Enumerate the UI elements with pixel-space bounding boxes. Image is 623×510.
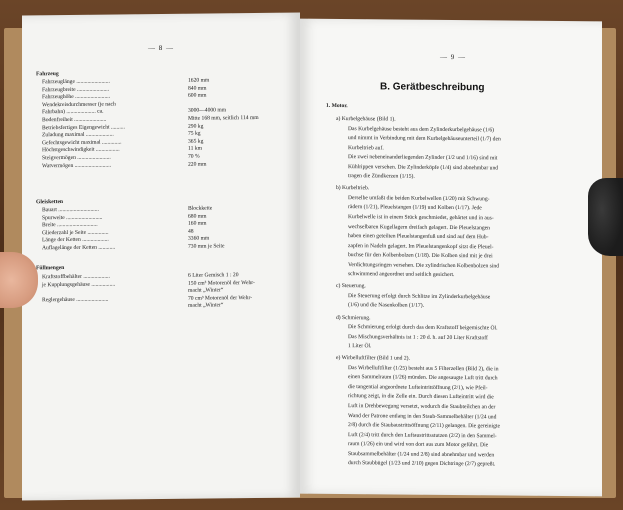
spec-value: 365 kg xyxy=(188,138,204,145)
subsection-heading: a) Kurbelgehäuse (Bild 1). xyxy=(336,115,396,123)
subsection-heading: b) Kurbeltrieb. xyxy=(336,185,370,192)
body-line: und nimmt in Verbindung mit dem Kurbelgehäuseunterteil (1/7) den xyxy=(348,135,501,143)
body-line: Kurbeltrieb auf. xyxy=(348,144,384,152)
spec-value: 220 mm xyxy=(188,161,207,168)
right-page xyxy=(300,19,602,497)
spec-value: 3000—4000 mm xyxy=(188,107,227,115)
subsection-heading: c) Steuerung. xyxy=(336,283,366,290)
body-line: Derselbe umfaßt die beiden Kurbelwellen (1/20) mit Schwung- xyxy=(348,194,490,203)
section-title: B. Gerätbeschreibung xyxy=(380,81,485,94)
spec-value: 11 km xyxy=(188,145,202,153)
left-page xyxy=(22,13,300,501)
spec-value: 70 cm³ Motorenöl der Wehr- xyxy=(188,294,253,302)
spec-value: 150 cm³ Motorenöl der Wehr- xyxy=(188,279,255,287)
body-line: Luft in Drehbewegung versetzt, wodurch die Staubteilchen an der xyxy=(348,403,496,411)
spec-value: 840 mm xyxy=(188,85,207,92)
body-line: schwimmend angeordnet und seitlich gesichert. xyxy=(348,271,455,279)
body-line: 1 Liter Öl. xyxy=(348,343,372,350)
spec-label: Reglergehäuse ....................... xyxy=(42,296,109,304)
body-line: Das Kurbelgehäuse besteht aus dem Zylinderkurbelgehäuse (1/6) xyxy=(348,125,495,133)
spec-value: 730 mm je Seite xyxy=(188,243,225,250)
glove xyxy=(588,178,623,256)
spec-value: 6 Liter Gemisch 1 : 20 xyxy=(188,272,239,279)
body-line: wechselbaren Kugellagern dreifach gelagert. Die Pleuelstangen xyxy=(348,223,490,231)
spec-label: Betriebsfertiges Eigengewicht .......... xyxy=(42,123,125,131)
spec-value: 3360 mm xyxy=(188,235,210,243)
body-line: (1/6) und die Nasenkolben (1/17). xyxy=(348,302,424,310)
fahrzeug-heading: Fahrzeug xyxy=(36,71,59,78)
spec-value: 600 mm xyxy=(188,92,207,99)
spec-label: je Kupplungsgehäuse ................. xyxy=(42,281,116,288)
spec-label: Auflagelänge der Ketten ............ xyxy=(42,244,116,252)
subsection-heading: e) Wirbelluftfilter (Bild 1 und 2). xyxy=(336,355,410,362)
spec-label: Bauart ............................. xyxy=(42,206,99,214)
spec-label: Fahrbahn) ..................... ca. xyxy=(42,108,104,116)
body-line: Das Mischungsverhältnis ist 1 : 20 d. h. auf 20 Liter Kraftstoff xyxy=(348,333,488,341)
spec-value: macht „Winter“ xyxy=(188,302,224,310)
body-line: raum (1/26) ein und wird von dort aus zum Motor geführt. Die xyxy=(348,441,489,449)
spec-value: 48 xyxy=(188,228,194,235)
right-page-number: — 9 — xyxy=(440,52,466,62)
body-line: richtung zeigt, in die Zelle ein. Durch diesen Lufteintritt wird die xyxy=(348,393,494,401)
spec-label: Höchstgeschwindigkeit ................. xyxy=(42,146,120,154)
body-line: Die zwei nebeneinanderliegenden Zylinder (1/2 und 1/16) sind mit xyxy=(348,154,498,162)
spec-label: Spurweite .......................... xyxy=(42,214,103,221)
subsection-heading: d) Schmierung. xyxy=(336,314,371,321)
spec-label: Gliederzahl je Seite ............... xyxy=(42,229,109,237)
body-line: die tangential angeordnete Lufteintrittöffnung (2/1), wie Pfeil- xyxy=(348,383,488,392)
body-line: tragen die Zündkerzen (1/15). xyxy=(348,173,415,180)
spec-value: 70 % xyxy=(188,153,200,160)
body-line: 2/8) durch die Staubaustrittsöffnung (2/11) gelangen. Die gereinigte xyxy=(348,422,500,430)
body-line: rädern (1/21), Pleuelstangen (1/19) und Kolben (1/17). Jede xyxy=(348,204,482,212)
body-line: Verdichtungsringen versehen. Die zylindrischen Kolbenbolzen sind xyxy=(348,261,499,270)
body-line: Kurbelwelle ist in einem Stück geschmiedet, gehärtet und in aus- xyxy=(348,214,494,222)
spec-value: 680 mm xyxy=(188,213,207,220)
spec-value: 1620 mm xyxy=(188,77,210,84)
spec-label: Länge der Ketten ................... xyxy=(42,236,109,244)
spec-value: Blockkette xyxy=(188,205,213,212)
gleisketten-heading: Gleisketten xyxy=(36,199,64,206)
spec-value: 290 kg xyxy=(188,123,204,130)
spec-value: 160 mm xyxy=(188,220,207,227)
spec-label: Kraftstoffbehälter ................... xyxy=(42,273,110,281)
spec-label: Wendekreisdurchmesser (je nach xyxy=(42,101,116,109)
spec-label: Breite ............................. xyxy=(42,221,98,229)
spec-label: Steigvermögen ........................ xyxy=(42,154,111,162)
spec-label: Watvermögen .......................... xyxy=(42,162,111,169)
body-line: Wand der Patrone entlang in den Staub-Sammelbehälter (1/24 und xyxy=(348,412,497,420)
motor-heading: 1. Motor. xyxy=(326,102,348,110)
body-line: Die Steuerung erfolgt durch Schlitze im Zylinderkurbelgehäuse xyxy=(348,292,491,301)
spec-label: Fahrzeugbreite ....................... xyxy=(42,86,110,93)
body-line: Staubsammelbehälter (1/24 und 2/8) sind abnehmbar und werden xyxy=(348,450,495,459)
spec-value: macht „Winter“ xyxy=(188,287,224,294)
spec-value: 75 kg xyxy=(188,130,201,137)
left-page-number: — 8 — xyxy=(148,43,174,53)
spec-label: Gefechtsgewicht maximal .............. xyxy=(42,139,122,147)
body-line: Das Wirbelluftfilter (1/25) besteht aus 5 Filterzellen (Bild 2), die in xyxy=(348,364,499,373)
body-line: Luft (2/4) tritt durch den Luftaustrittsstutzen (2/2) in den Sammel- xyxy=(348,431,497,439)
spec-label: Fahrzeughöhe ......................... xyxy=(42,93,111,101)
spec-label: Fahrzeuglänge ........................ xyxy=(42,78,110,86)
body-line: haben einen geteilten Pleuelstangenfuß und sind auf dem Hub- xyxy=(348,233,489,241)
fuellmengen-heading: Füllmengen xyxy=(36,265,65,272)
spec-label: Bodenfreiheit ....................... xyxy=(42,116,107,124)
body-line: durch Staubbügel (1/23 und 2/10) gegen Dichtringe (2/7) gepreßt. xyxy=(348,460,496,468)
body-line: zapfen in Nadeln gelagert. Im Pleuelstangenkopf sitzt die Pleuel- xyxy=(348,242,494,251)
spec-value: Mitte 168 mm, seitlich 114 mm xyxy=(188,114,259,122)
body-line: buchse für den Kolbenbolzen (1/18). Die Kolben sind mit je drei xyxy=(348,252,493,260)
body-line: Die Schmierung erfolgt durch das dem Kraftstoff beigemischte Öl. xyxy=(348,324,498,332)
body-line: Kühlrippen versehen. Die Zylinderköpfe (1/4) sind abnehmbar und xyxy=(348,163,499,172)
body-line: einen Sammelraum (1/26) münden. Die angesaugte Luft tritt durch xyxy=(348,374,498,382)
spec-label: Zuladung maximal .................... xyxy=(42,131,114,139)
